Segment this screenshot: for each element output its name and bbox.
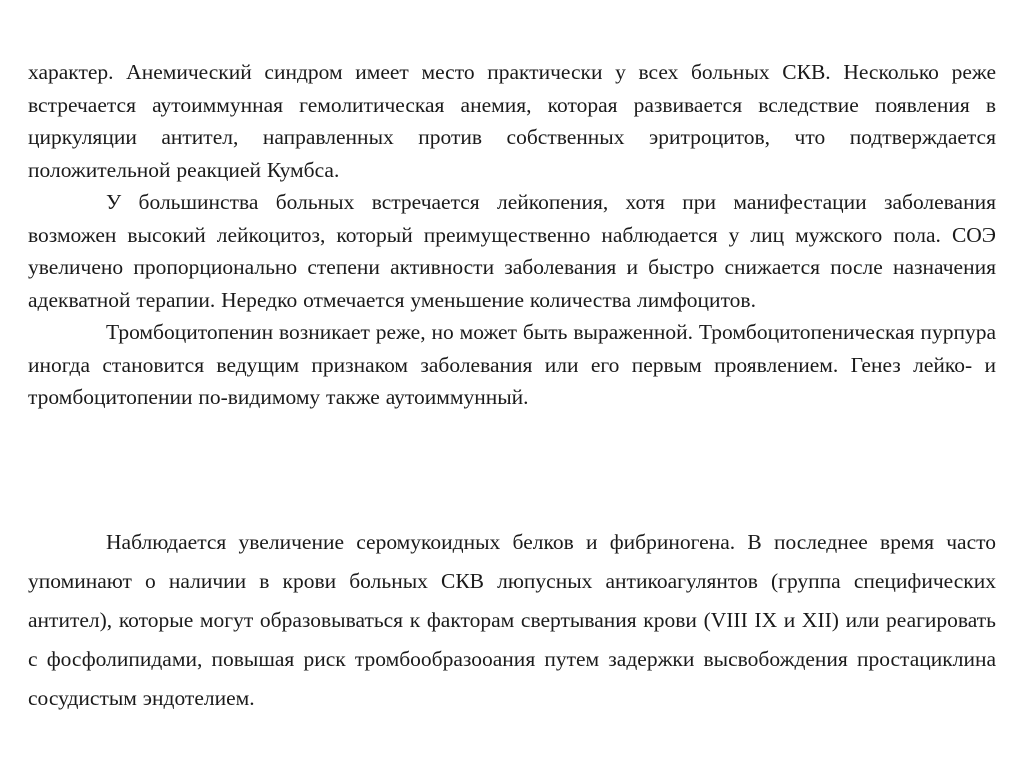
document-text-top: [28, 56, 996, 414]
document-text-bottom: [28, 523, 996, 718]
paragraph-thrombocytopenia: Тромбоцитопенин возникает реже, но может быть выраженной. Тромбоцитопеническая пурпура иногда становится ведущим признаком заболевания или его первым проявлением. Генез лейко- и тромбоцитопении по-видимому также аутоиммунный.: [28, 320, 996, 409]
paragraph-anemia: характер. Анемический синдром имеет место практически у всех больных СКВ. Несколько реже встречается аутоиммунная гемолитическая анемия, которая развивается вследствие появления в циркуляции антител, направленных против собственных эритроцитов, что подтверждается положительной реакцией Кумбса.: [28, 60, 996, 182]
paragraph-coagulation: Наблюдается увеличение серомукоидных белков и фибриногена. В последнее время часто упоминают о наличии в крови больных СКВ люпусных антикоагулянтов (группа специфических антител), которые могут образовываться к факторам свертывания крови (VIII IX и XII) или реагировать с фосфолипидами, повышая риск тромбообразооания путем задержки высвобождения простациклина сосудистым эндотелием.: [28, 530, 996, 710]
paragraph-leukopenia: У большинства больных встречается лейкопения, хотя при манифестации заболевания возможен высокий лейкоцитоз, который преимущественно наблюдается у лиц мужского пола. СОЭ увеличено пропорционально степени активности заболевания и быстро снижается после назначения адекватной терапии. Нередко отмечается уменьшение количества лимфоцитов.: [28, 190, 996, 312]
